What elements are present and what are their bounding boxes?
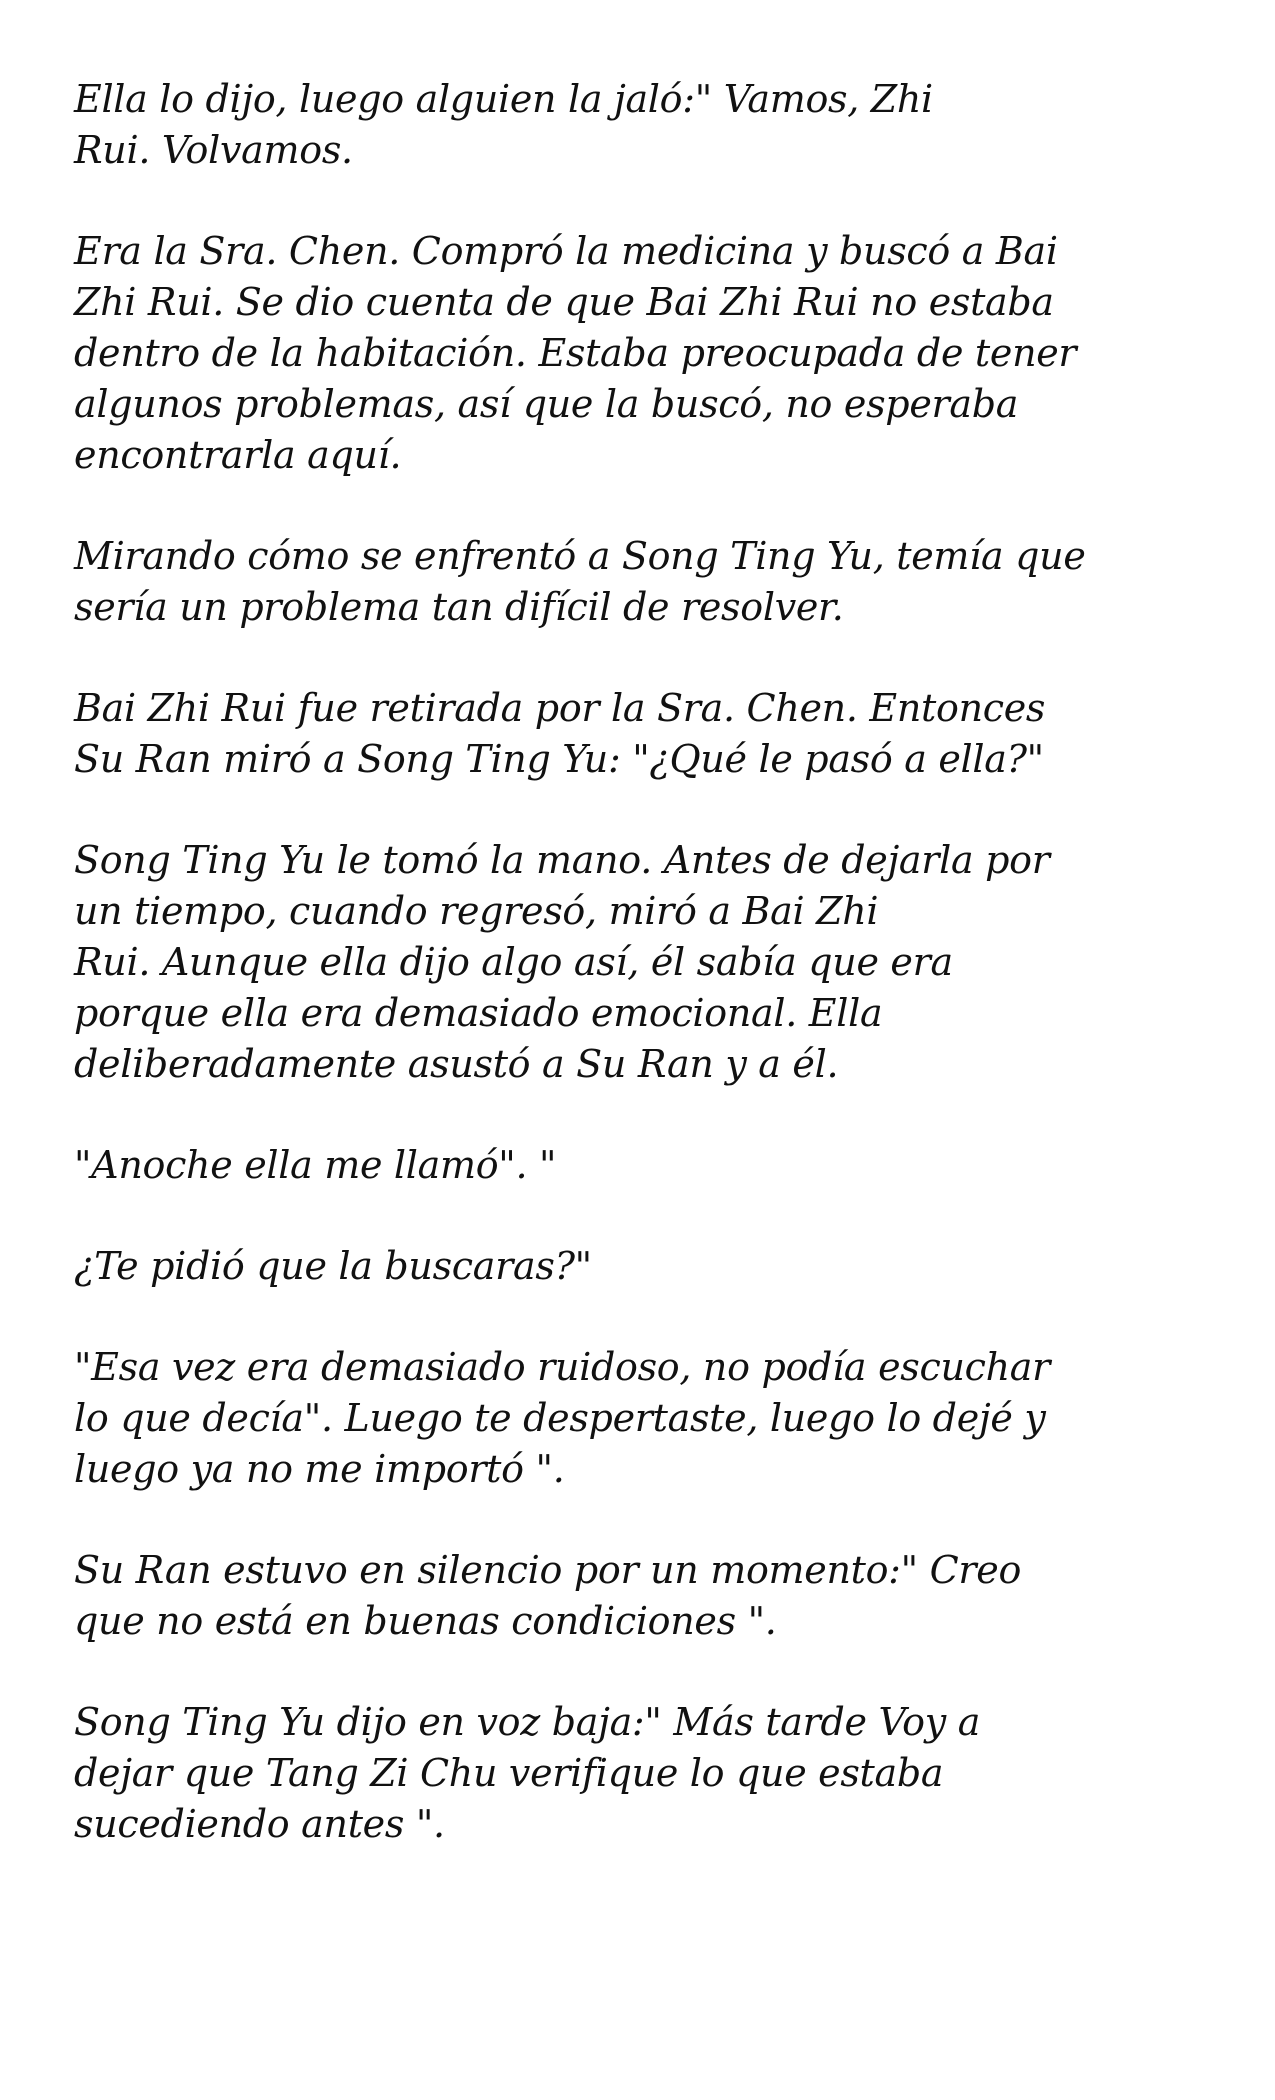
paragraph: ¿Te pidió que la buscaras?" [74, 1244, 592, 1288]
paragraph: Era la Sra. Chen. Compró la medicina y buscó a Bai Zhi Rui. Se dio cuenta de que Bai Zhi Rui no estaba dentro de la habitación. Estaba preocupada de tener algunos problemas, así que la buscó, no esperaba encontrarla aquí. [74, 229, 1077, 477]
paragraph: Song Ting Yu le tomó la mano. Antes de dejarla por un tiempo, cuando regresó, miró a Bai Zhi Rui. Aunque ella dijo algo así, él sabía que era porque ella era demasiado emocional. Ella deliberadamente asustó a Su Ran y a él. [74, 838, 1050, 1086]
paragraph: Bai Zhi Rui fue retirada por la Sra. Chen. Entonces Su Ran miró a Song Ting Yu: "¿Qué le pasó a ella?" [74, 686, 1046, 781]
paragraph: Song Ting Yu dijo en voz baja:" Más tarde Voy a dejar que Tang Zi Chu verifique lo que estaba sucediendo antes ". [74, 1700, 981, 1846]
paragraph: "Esa vez era demasiado ruidoso, no podía escuchar lo que decía". Luego te despertaste, luego lo dejé y luego ya no me importó ". [74, 1345, 1050, 1491]
paragraph: "Anoche ella me llamó". " [74, 1143, 557, 1187]
paragraph: Mirando cómo se enfrentó a Song Ting Yu, temía que sería un problema tan difícil de resolver. [74, 534, 1086, 629]
document-page [74, 74, 1224, 1900]
paragraph: Su Ran estuvo en silencio por un momento:" Creo que no está en buenas condiciones ". [74, 1548, 1022, 1643]
paragraph: Ella lo dijo, luego alguien la jaló:" Vamos, Zhi Rui. Volvamos. [74, 77, 933, 172]
